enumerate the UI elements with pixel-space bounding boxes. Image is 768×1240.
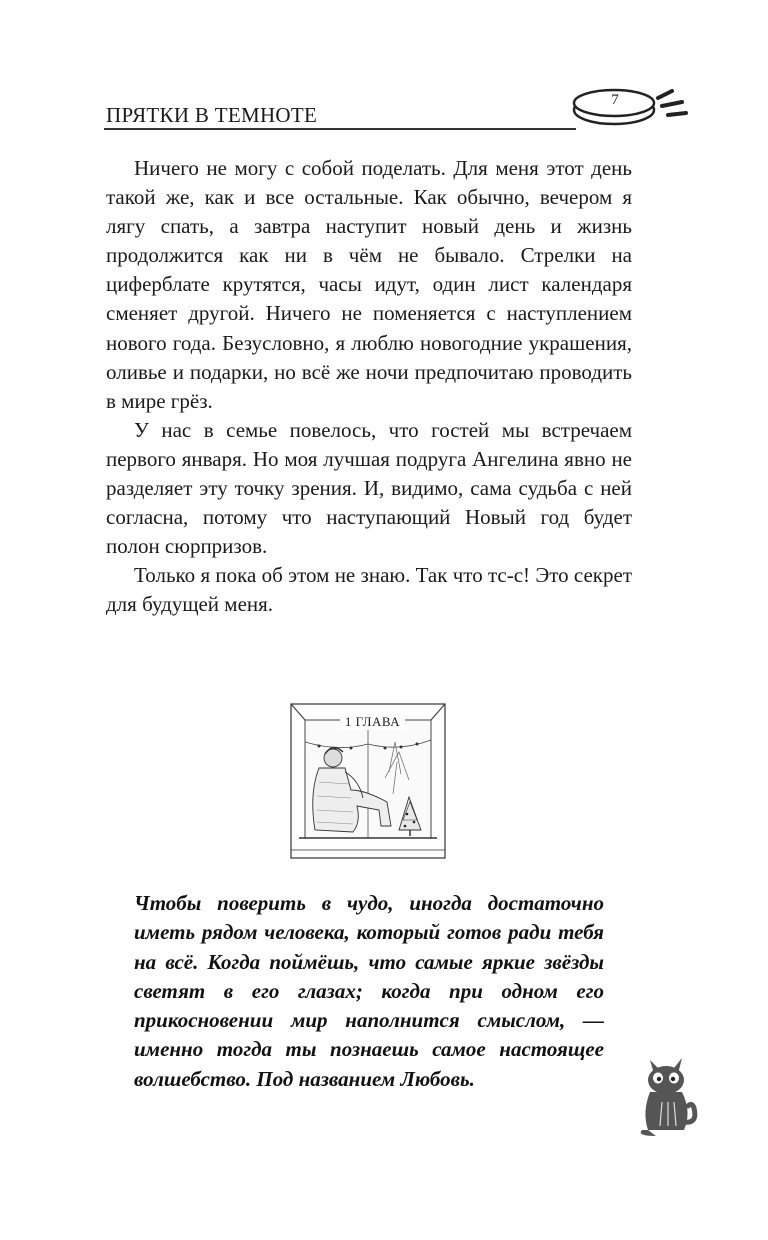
badge-spark-2 [662,102,682,106]
epigraph [134,889,604,1094]
epigraph-text: Чтобы поверить в чудо, иногда достаточно иметь рядом человека, который готов ради тебя на всё. Когда поймёшь, что самые яркие звёзды светят в его глазах; когда при одном его прикосновении мир наполнится смыслом, — именно тогда ты познаешь самое настоящее волшебство. Под названием Любовь. [134,891,604,1091]
paragraph: Ничего не могу с собой поделать. Для меня этот день такой же, как и все остальные. Как обычно, вечером я лягу спать, а завтра наступит новый день и жизнь продолжится как ни в чём не бывало. Стрелки на циферблате крутятся, часы идут, один лист календаря сменяет другой. Ничего не поменяется с наступлением нового года. Безусловно, я люблю новогодние украшения, оливье и подарки, но всё же ночи предпочитаю проводить в мире грёз. [106,156,632,413]
book-title: ПРЯТКИ В ТЕМНОТЕ [106,103,318,127]
paragraph: У нас в семье повелось, что гостей мы встречаем первого января. Но моя лучшая подруга Ангелина явно не разделяет эту точку зрения. И, видимо, сама судьба с ней согласна, потому что наступающий Новый год будет полон сюрпризов. [106,417,632,559]
badge-spark-1 [658,91,672,98]
page-number: 7 [611,92,619,108]
badge-spark-3 [668,113,686,115]
body-text [106,154,632,620]
chapter-label: 1 ГЛАВА [340,714,405,730]
header-rule [104,128,576,130]
cat-icon [636,1052,700,1138]
paragraph: Только я пока об этом не знаю. Так что тс-с! Это секрет для будущей меня. [106,563,632,617]
